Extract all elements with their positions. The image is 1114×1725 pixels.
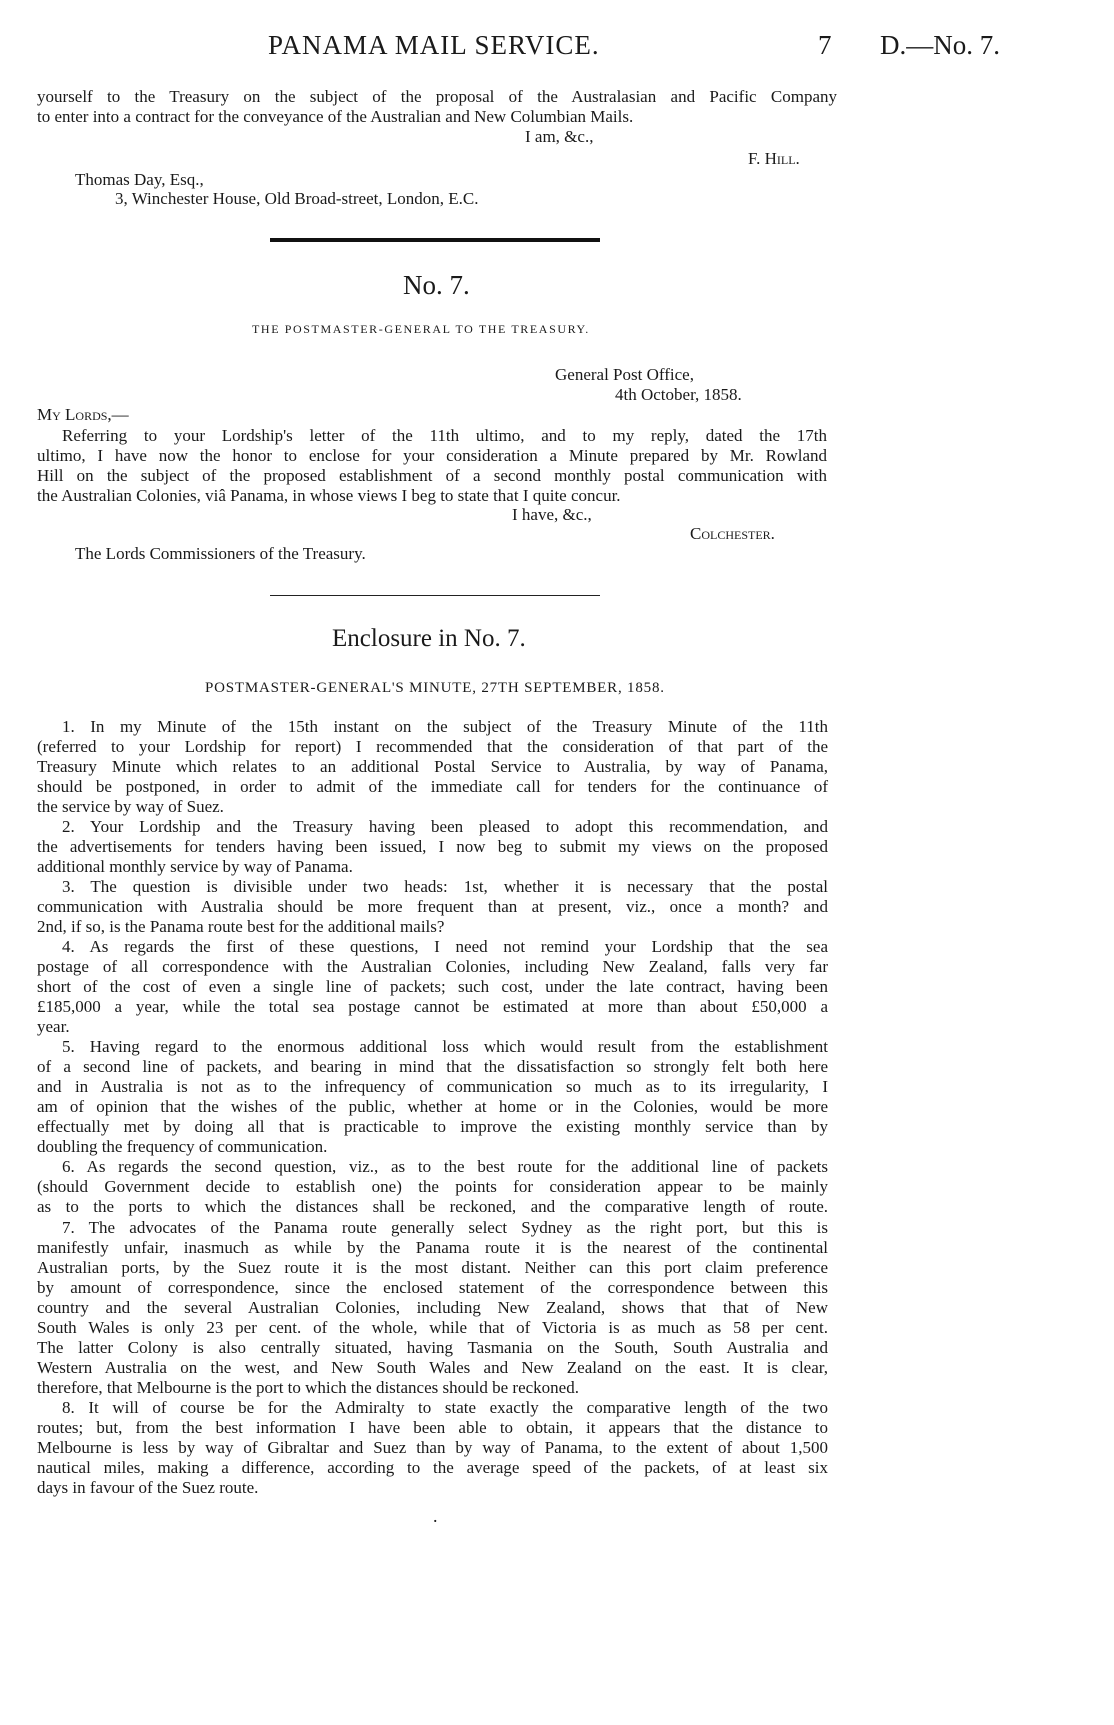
- letter-addressee: The Lords Commissioners of the Treasury.: [75, 544, 366, 563]
- letter-closing: I have, &c.,: [512, 505, 592, 524]
- enclosure-line: Treasury Minute which relates to an additional Postal Service to Australia, by way of Panama,: [37, 757, 828, 776]
- enclosure-line: 2nd, if so, is the Panama route best for the additional mails?: [37, 917, 445, 936]
- enclosure-line: 7. The advocates of the Panama route generally select Sydney as the right port, but this is: [62, 1218, 828, 1237]
- letter-body-line: Hill on the subject of the proposed establishment of a second monthly postal communication with: [37, 466, 827, 485]
- letter-subheading: THE POSTMASTER-GENERAL TO THE TREASURY.: [252, 322, 590, 336]
- enclosure-line: routes; but, from the best information I have been able to obtain, it appears that the distance to: [37, 1418, 828, 1437]
- letter-body-line: ultimo, I have now the honor to enclose for your consideration a Minute prepared by Mr. Rowland: [37, 446, 827, 465]
- enclosure-heading: Enclosure in No. 7.: [332, 625, 526, 652]
- enclosure-line: days in favour of the Suez route.: [37, 1478, 259, 1497]
- previous-letter-closing: I am, &c.,: [525, 127, 594, 146]
- enclosure-line: as to the ports to which the distances shall be reckoned, and the comparative length of route.: [37, 1197, 828, 1216]
- enclosure-line: short of the cost of even a single line of packets; such cost, under the late contract, having been: [37, 977, 828, 996]
- enclosure-line: 8. It will of course be for the Admiralty to state exactly the comparative length of the two: [62, 1398, 828, 1417]
- enclosure-line: am of opinion that the wishes of the public, whether at home or in the Colonies, would be more: [37, 1097, 828, 1116]
- enclosure-line: additional monthly service by way of Panama.: [37, 857, 353, 876]
- enclosure-line: doubling the frequency of communication.: [37, 1137, 328, 1156]
- enclosure-line: therefore, that Melbourne is the port to which the distances should be reckoned.: [37, 1378, 579, 1397]
- previous-letter-line: yourself to the Treasury on the subject of the proposal of the Australasian and Pacific Company: [37, 87, 837, 106]
- enclosure-line: of a second line of packets, and bearing in mind that the dissatisfaction so strongly felt both here: [37, 1057, 828, 1076]
- letter-place: General Post Office,: [555, 365, 694, 384]
- enclosure-line: The latter Colony is also centrally situated, having Tasmania on the South, South Australia and: [37, 1338, 828, 1357]
- enclosure-line: Australian ports, by the Suez route it is the most distant. Neither can this port claim preference: [37, 1258, 828, 1277]
- document-reference: D.—No. 7.: [880, 30, 1000, 60]
- enclosure-line: year.: [37, 1017, 70, 1036]
- enclosure-line: effectually met by doing all that is practicable to improve the existing monthly service than by: [37, 1117, 828, 1136]
- enclosure-line: South Wales is only 23 per cent. of the whole, while that of Victoria is as much as 58 per cent.: [37, 1318, 828, 1337]
- enclosure-line: 5. Having regard to the enormous additional loss which would result from the establishment: [62, 1037, 828, 1056]
- enclosure-line: by amount of correspondence, since the enclosed statement of the correspondence between this: [37, 1278, 828, 1297]
- enclosure-line: country and the several Australian Colonies, including New Zealand, shows that that of New: [37, 1298, 828, 1317]
- previous-letter-line: to enter into a contract for the conveyance of the Australian and New Columbian Mails.: [37, 107, 634, 126]
- enclosure-line: and in Australia is not as to the infrequency of communication so much as to its irregularity, I: [37, 1077, 828, 1096]
- enclosure-line: the service by way of Suez.: [37, 797, 224, 816]
- enclosure-line: the advertisements for tenders having been issued, I now beg to submit my views on the proposed: [37, 837, 828, 856]
- enclosure-line: 2. Your Lordship and the Treasury having been pleased to adopt this recommendation, and: [62, 817, 828, 836]
- previous-letter-addressee-address: 3, Winchester House, Old Broad-street, London, E.C.: [115, 189, 479, 208]
- enclosure-line: 6. As regards the second question, viz., as to the best route for the additional line of packets: [62, 1157, 828, 1176]
- enclosure-line: 3. The question is divisible under two heads: 1st, whether it is necessary that the postal: [62, 877, 828, 896]
- enclosure-line: should be postponed, in order to admit of the immediate call for tenders for the continuance of: [37, 777, 828, 796]
- enclosure-line: 1. In my Minute of the 15th instant on the subject of the Treasury Minute of the 11th: [62, 717, 828, 736]
- enclosure-line: manifestly unfair, inasmuch as while by the Panama route it is the nearest of the continental: [37, 1238, 828, 1257]
- previous-letter-addressee-name: Thomas Day, Esq.,: [75, 170, 204, 189]
- enclosure-line: Western Australia on the west, and New South Wales and New Zealand on the east. It is clear,: [37, 1358, 828, 1377]
- enclosure-line: communication with Australia should be more frequent than at present, viz., once a month? and: [37, 897, 828, 916]
- letter-salutation: My Lords,—: [37, 405, 129, 424]
- running-title: PANAMA MAIL SERVICE.: [268, 30, 600, 60]
- letter-heading: No. 7.: [403, 270, 470, 300]
- section-divider: [270, 238, 600, 242]
- letter-body-line: the Australian Colonies, viâ Panama, in whose views I beg to state that I quite concur.: [37, 486, 621, 505]
- enclosure-line: 4. As regards the first of these questions, I need not remind your Lordship that the sea: [62, 937, 828, 956]
- enclosure-line: nautical miles, making a difference, according to the average speed of the packets, of at least six: [37, 1458, 828, 1477]
- enclosure-line: postage of all correspondence with the Australian Colonies, including New Zealand, falls very far: [37, 957, 828, 976]
- enclosure-line: (should Government decide to establish one) the points for consideration appear to be mainly: [37, 1177, 828, 1196]
- letter-date: 4th October, 1858.: [615, 385, 742, 404]
- enclosure-line: (referred to your Lordship for report) I recommended that the consideration of that part of the: [37, 737, 828, 756]
- section-divider: [270, 595, 600, 596]
- letter-body-line: Referring to your Lordship's letter of the 11th ultimo, and to my reply, dated the 17th: [62, 426, 827, 445]
- enclosure-line: £185,000 a year, while the total sea postage cannot be estimated at more than about £50,000 a: [37, 997, 828, 1016]
- page-number: 7: [818, 30, 832, 60]
- enclosure-line: Melbourne is less by way of Gibraltar and Suez than by way of Panama, to the extent of about 1,500: [37, 1438, 828, 1457]
- previous-letter-signature: F. Hill.: [748, 149, 800, 168]
- footer-mark: .: [433, 1506, 438, 1526]
- letter-signature: Colchester.: [690, 524, 775, 543]
- enclosure-subheading: POSTMASTER-GENERAL'S MINUTE, 27TH SEPTEMBER, 1858.: [205, 680, 665, 696]
